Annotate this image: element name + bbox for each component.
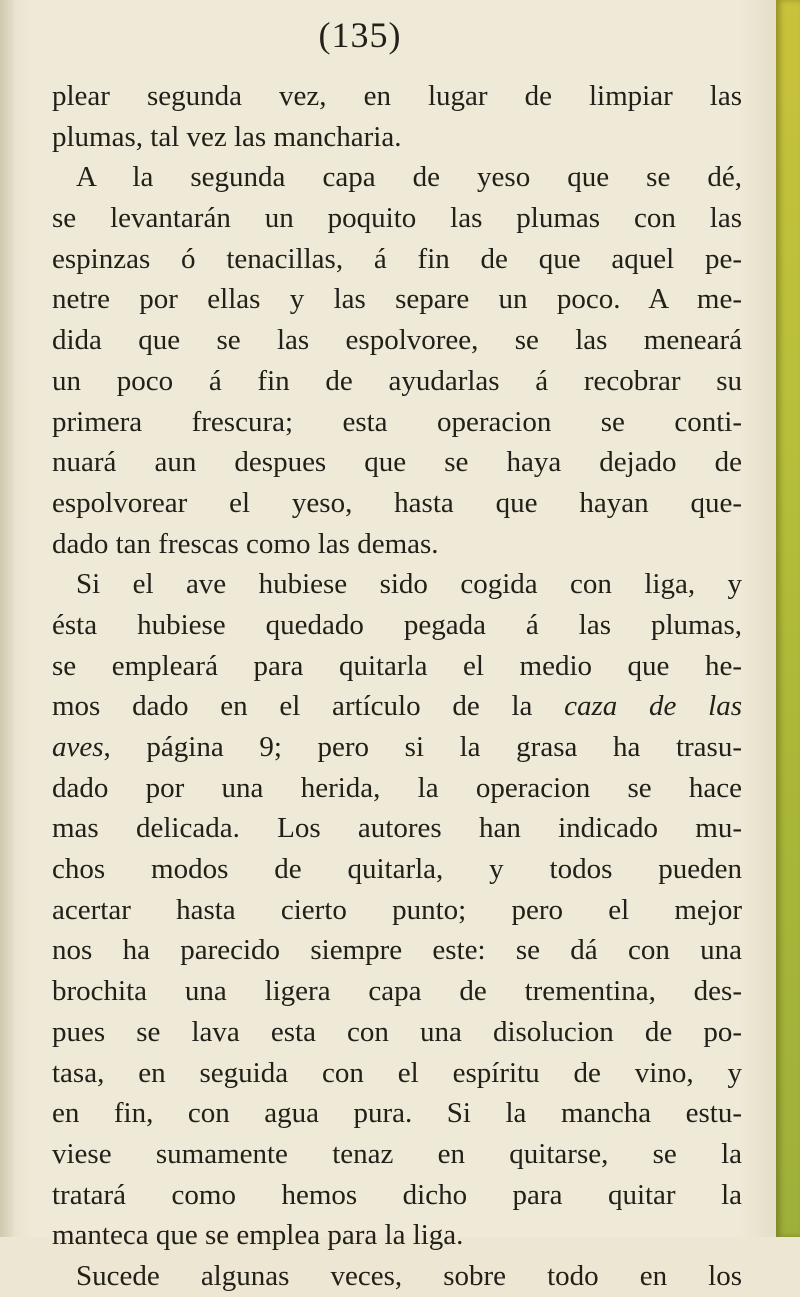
body-text [52, 76, 742, 1297]
text-line: mas delicada. Los autores han indicado mu- [52, 812, 742, 845]
line-segment: mos dado en el artículo de la [52, 690, 565, 723]
text-line: dida que se las espolvoree, se las meneará [52, 324, 742, 357]
text-line: netre por ellas y las separe un poco. A me- [52, 283, 742, 316]
text-line: dado por una herida, la operacion se hace [52, 771, 742, 804]
text-line: pues se lava esta con una disolucion de po- [52, 1015, 742, 1048]
page-number: (135) [318, 15, 402, 55]
text-line [52, 727, 742, 768]
text-line: espinzas ó tenacillas, á fin de que aquel pe- [52, 242, 742, 275]
text-line: primera frescura; esta operacion se conti- [52, 405, 742, 438]
italic-title: caza de las [564, 690, 742, 723]
text-line: A la segunda capa de yeso que se dé, [76, 161, 742, 194]
page-gutter-edge [0, 0, 14, 1237]
text-line: nos ha parecido siempre este: se dá con una [52, 934, 742, 967]
text-line: tasa, en seguida con el espíritu de vino, y [52, 1056, 742, 1089]
text-line [52, 686, 742, 727]
text-line: acertar hasta cierto punto; pero el mejor [52, 893, 742, 926]
text-line: se levantarán un poquito las plumas con las [52, 202, 742, 235]
text-line: Sucede algunas veces, sobre todo en los [76, 1259, 742, 1292]
italic-title: aves [52, 731, 104, 763]
text-line: un poco á fin de ayudarlas á recobrar su [52, 364, 742, 397]
text-line: plumas, tal vez las mancharia. [52, 120, 402, 153]
line-segment: , página 9; pero si la grasa ha trasu- [103, 731, 742, 763]
book-cover-edge [776, 0, 800, 1237]
text-line: en fin, con agua pura. Si la mancha estu- [52, 1097, 742, 1130]
text-line: se empleará para quitarla el medio que he- [52, 649, 742, 682]
text-line: viese sumamente tenaz en quitarse, se la [52, 1137, 742, 1170]
text-line: tratará como hemos dicho para quitar la [52, 1178, 742, 1211]
text-line: manteca que se emplea para la liga. [52, 1219, 464, 1252]
text-line: dado tan frescas como las demas. [52, 527, 439, 560]
text-line: Si el ave hubiese sido cogida con liga, y [76, 568, 742, 601]
text-line: brochita una ligera capa de trementina, des- [52, 975, 742, 1008]
text-line: espolvorear el yeso, hasta que hayan que- [52, 486, 742, 519]
text-line: chos modos de quitarla, y todos pueden [52, 853, 742, 886]
text-line: plear segunda vez, en lugar de limpiar las [52, 80, 742, 112]
text-line: ésta hubiese quedado pegada á las plumas, [52, 608, 742, 641]
text-line: nuará aun despues que se haya dejado de [52, 446, 742, 479]
